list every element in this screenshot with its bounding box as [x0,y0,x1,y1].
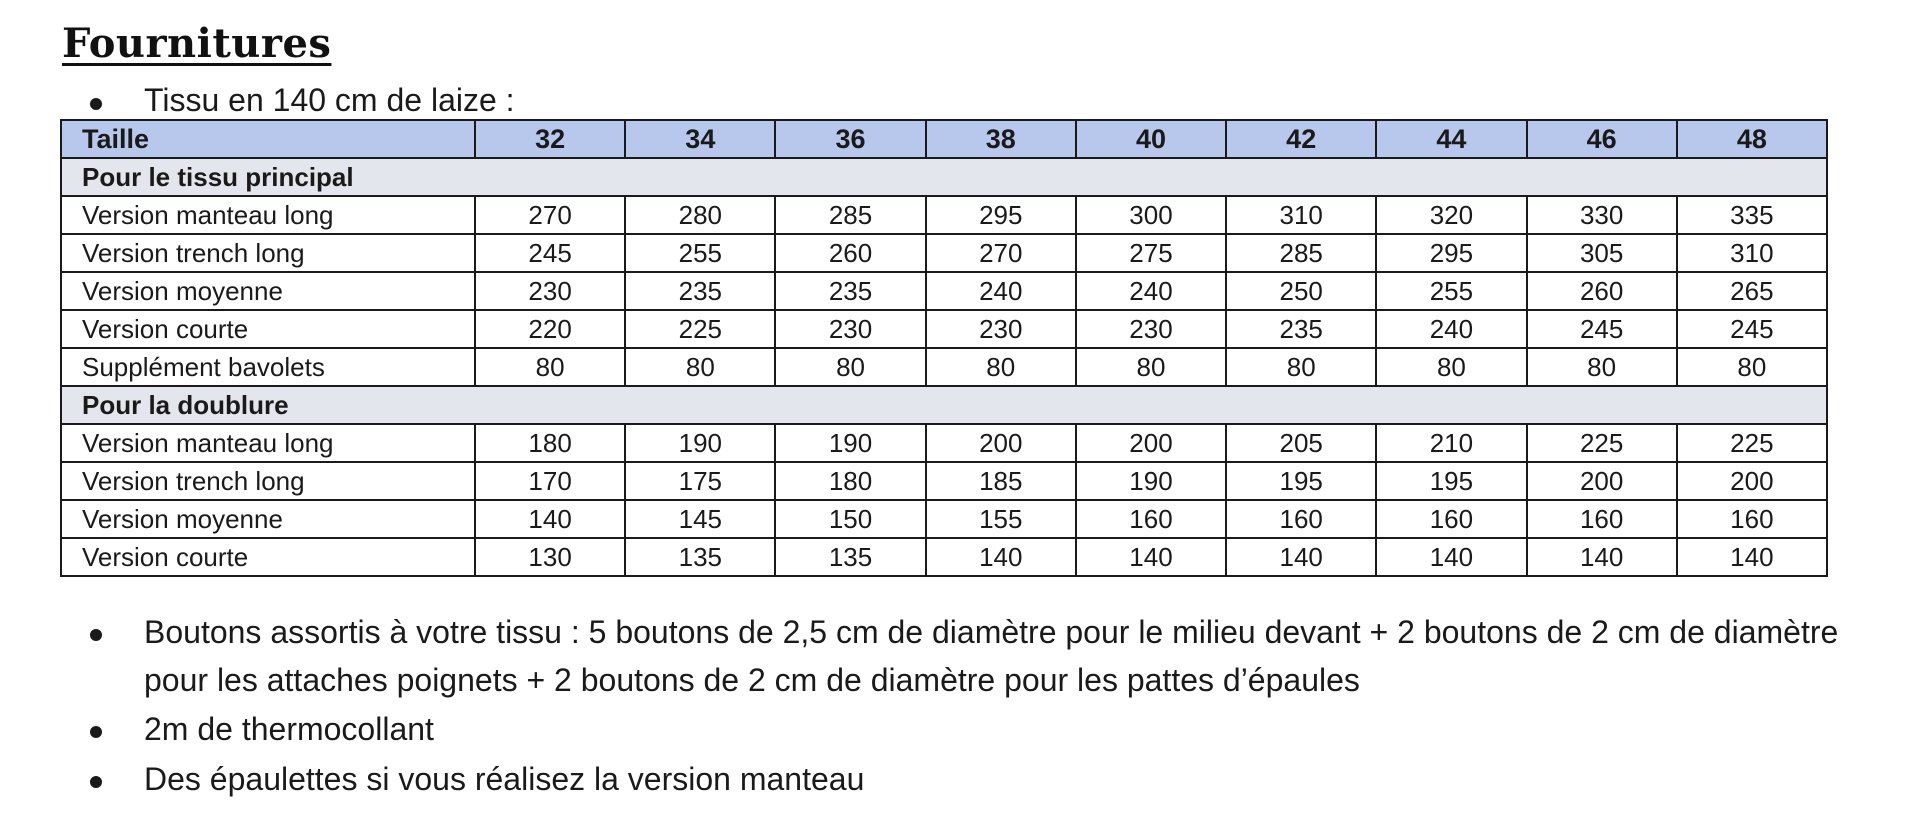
table-cell: 135 [775,538,925,576]
table-cell: 245 [1527,310,1677,348]
table-cell: 80 [1226,348,1376,386]
table-cell: 295 [926,196,1076,234]
row-label: Version trench long [61,234,475,272]
table-cell: 140 [1076,538,1226,576]
table-cell: 270 [475,196,625,234]
section-label: Pour le tissu principal [61,158,1827,196]
table-cell: 160 [1226,500,1376,538]
table-cell: 80 [625,348,775,386]
header-cell-size: 34 [625,120,775,158]
table-row [61,272,1827,310]
bullet-item-shoulder-pads [90,755,864,803]
table-cell: 200 [1076,424,1226,462]
table-cell: 80 [1677,348,1827,386]
table-cell: 285 [775,196,925,234]
table-header-row [61,120,1827,158]
table-cell: 190 [775,424,925,462]
table-cell: 230 [475,272,625,310]
table-cell: 140 [926,538,1076,576]
table-cell: 225 [625,310,775,348]
table-cell: 320 [1376,196,1526,234]
row-label: Version moyenne [61,500,475,538]
table-cell: 155 [926,500,1076,538]
table-row [61,462,1827,500]
table-cell: 200 [1527,462,1677,500]
table-cell: 245 [475,234,625,272]
bullet-text: Des épaulettes si vous réalisez la version manteau [144,761,865,797]
table-cell: 300 [1076,196,1226,234]
bullet-text: Tissu en 140 cm de laize : [144,82,515,118]
table-cell: 160 [1376,500,1526,538]
row-label: Version moyenne [61,272,475,310]
table-cell: 250 [1226,272,1376,310]
header-cell-size: 46 [1527,120,1677,158]
bullet-text: Boutons assortis à votre tissu : 5 boutons de 2,5 cm de diamètre pour le milieu devant + 2 boutons de 2 cm de diamètre pour les attaches poignets + 2 boutons de 2 cm de diamètre pour les pattes d’épaules [144,614,1839,698]
table-cell: 240 [926,272,1076,310]
page-title: Fournitures [62,20,332,67]
table-cell: 150 [775,500,925,538]
table-cell: 80 [1376,348,1526,386]
table-cell: 280 [625,196,775,234]
table-cell: 205 [1226,424,1376,462]
section-label: Pour la doublure [61,386,1827,424]
table-cell: 185 [926,462,1076,500]
table-cell: 80 [1076,348,1226,386]
table-cell: 255 [1376,272,1526,310]
table-cell: 80 [775,348,925,386]
header-cell-size: 42 [1226,120,1376,158]
table-cell: 140 [1376,538,1526,576]
table-cell: 210 [1376,424,1526,462]
table-cell: 190 [625,424,775,462]
table-row [61,310,1827,348]
table-cell: 190 [1076,462,1226,500]
table-cell: 310 [1677,234,1827,272]
table-cell: 225 [1527,424,1677,462]
bullet-dot-icon [90,776,102,788]
table-cell: 275 [1076,234,1226,272]
table-cell: 295 [1376,234,1526,272]
table-cell: 245 [1677,310,1827,348]
table-cell: 145 [625,500,775,538]
table-cell: 240 [1376,310,1526,348]
table-cell: 235 [775,272,925,310]
table-row [61,348,1827,386]
table-section-row [61,386,1827,424]
table-cell: 140 [475,500,625,538]
row-label: Version trench long [61,462,475,500]
table-row [61,234,1827,272]
bullet-dot-icon [90,629,102,641]
row-label: Supplément bavolets [61,348,475,386]
table-cell: 140 [1527,538,1677,576]
table-cell: 135 [625,538,775,576]
bullet-item-buttons [90,608,1840,704]
table-cell: 270 [926,234,1076,272]
row-label: Version manteau long [61,424,475,462]
table-cell: 230 [775,310,925,348]
table-cell: 260 [775,234,925,272]
table-cell: 160 [1527,500,1677,538]
header-cell-size: 38 [926,120,1076,158]
table-cell: 225 [1677,424,1827,462]
table-cell: 305 [1527,234,1677,272]
table-cell: 140 [1677,538,1827,576]
table-cell: 180 [775,462,925,500]
table-cell: 80 [1527,348,1677,386]
table-cell: 195 [1226,462,1376,500]
table-cell: 200 [926,424,1076,462]
header-cell-size: 44 [1376,120,1526,158]
table-cell: 80 [475,348,625,386]
table-body [61,158,1827,576]
row-label: Version courte [61,310,475,348]
table-row [61,424,1827,462]
header-cell-size-label: Taille [61,120,475,158]
bullet-item-fabric [90,76,515,124]
table-section-row [61,158,1827,196]
table-row [61,500,1827,538]
table-cell: 170 [475,462,625,500]
table-cell: 140 [1226,538,1376,576]
table-cell: 220 [475,310,625,348]
table-cell: 330 [1527,196,1677,234]
table-cell: 260 [1527,272,1677,310]
bullet-text: 2m de thermocollant [144,711,434,747]
table-cell: 310 [1226,196,1376,234]
table-cell: 200 [1677,462,1827,500]
table-cell: 130 [475,538,625,576]
table-cell: 180 [475,424,625,462]
table-cell: 230 [926,310,1076,348]
supplies-table [60,119,1828,577]
table-cell: 240 [1076,272,1226,310]
header-cell-size: 36 [775,120,925,158]
header-cell-size: 40 [1076,120,1226,158]
header-cell-size: 48 [1677,120,1827,158]
row-label: Version courte [61,538,475,576]
table-cell: 195 [1376,462,1526,500]
table-cell: 80 [926,348,1076,386]
table-cell: 175 [625,462,775,500]
bullet-dot-icon [90,98,102,110]
table-row [61,538,1827,576]
table-cell: 335 [1677,196,1827,234]
table-cell: 285 [1226,234,1376,272]
bullet-dot-icon [90,726,102,738]
bullet-item-interfacing [90,705,434,753]
table-cell: 265 [1677,272,1827,310]
table-row [61,196,1827,234]
table-cell: 255 [625,234,775,272]
header-cell-size: 32 [475,120,625,158]
table-cell: 230 [1076,310,1226,348]
table-cell: 160 [1677,500,1827,538]
table-cell: 235 [1226,310,1376,348]
table-cell: 160 [1076,500,1226,538]
row-label: Version manteau long [61,196,475,234]
table-cell: 235 [625,272,775,310]
